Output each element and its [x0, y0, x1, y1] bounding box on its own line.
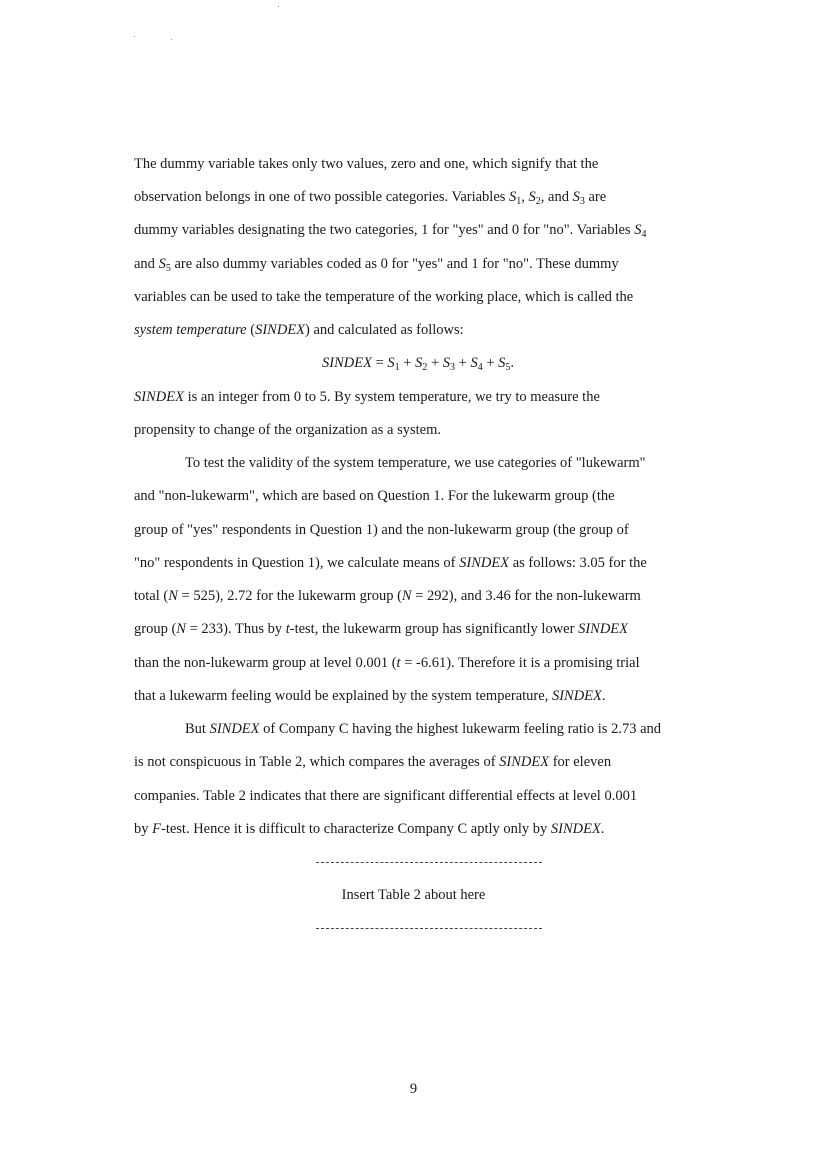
var-s5: S — [498, 355, 506, 371]
text: But — [185, 721, 206, 737]
text: is not conspicuous in Table 2, which compares the averages of — [134, 754, 496, 770]
var-n: N — [168, 588, 178, 604]
text: . — [600, 821, 605, 837]
var-t: t — [285, 621, 290, 637]
text: of Company C having the highest lukewarm feeling ratio is 2.73 and — [263, 721, 662, 737]
text: variables can be used to take the temperature of the working place, which is called the — [134, 289, 634, 305]
text: for eleven — [552, 754, 612, 770]
body-line — [134, 421, 441, 439]
text: + — [486, 355, 495, 371]
text: ( — [250, 322, 256, 338]
text: = 292), and 3.46 for the non-lukewarm — [415, 588, 641, 604]
term-sindex: SINDEX — [550, 821, 601, 837]
text: + — [403, 355, 412, 371]
formula-lhs: SINDEX — [322, 355, 372, 371]
subscript: 4 — [477, 362, 483, 373]
text: observation belongs in one of two possible categories. Variables — [134, 189, 506, 205]
text: -test. Hence it is difficult to characterize Company C aptly only by — [160, 821, 548, 837]
term-sindex: SINDEX — [578, 621, 629, 637]
var-s4: S — [634, 222, 642, 238]
text: than the non-lukewarm group at level 0.001 ( — [134, 655, 397, 671]
text: are — [588, 189, 607, 205]
var-s1: S — [387, 355, 395, 371]
body-line — [134, 787, 637, 805]
body-line — [134, 221, 646, 239]
subscript: 2 — [535, 196, 541, 207]
subscript: 5 — [505, 362, 511, 373]
body-line — [134, 587, 641, 605]
text: -test, the lukewarm group has significantly lower — [289, 621, 575, 637]
var-s1: S — [509, 189, 517, 205]
body-line — [134, 654, 640, 672]
term-sindex: SINDEX — [255, 322, 306, 338]
text: that a lukewarm feeling would be explained by the system temperature, — [134, 688, 549, 704]
body-line — [185, 454, 646, 472]
text: group of "yes" respondents in Question 1) and the non-lukewarm group (the group of — [134, 522, 629, 538]
table-placeholder-top-rule — [316, 862, 542, 863]
text: as follows: 3.05 for the — [512, 555, 647, 571]
text: dummy variables designating the two categories, 1 for "yes" and 0 for "no". Variables — [134, 222, 631, 238]
subscript: 1 — [394, 362, 400, 373]
text: The dummy variable takes only two values, zero and one, which signify that the — [134, 156, 599, 172]
var-s5: S — [158, 256, 166, 272]
text: + — [430, 355, 440, 371]
text: and calculated as follows: — [313, 322, 464, 338]
text: and — [134, 256, 155, 272]
formula — [322, 354, 514, 372]
subscript: 1 — [516, 196, 522, 207]
subscript: 3 — [579, 196, 585, 207]
text: , and — [540, 189, 569, 205]
term-sindex: SINDEX — [551, 688, 602, 704]
body-line — [134, 321, 464, 339]
text: . — [601, 688, 606, 704]
term-sindex: SINDEX — [499, 754, 550, 770]
var-f: F — [152, 821, 161, 837]
text: = 525), 2.72 for the lukewarm group ( — [181, 588, 402, 604]
scan-speck — [134, 36, 135, 37]
text: ) — [305, 322, 310, 338]
body-line: observation belongs in one of two possible categories. Variables $S_1$, $S_2$, and $S_3$ are — [134, 189, 607, 207]
text: total ( — [134, 588, 169, 604]
scan-speck — [278, 6, 279, 7]
body-line — [134, 487, 615, 505]
text: propensity to change of the organization as a system. — [134, 422, 441, 438]
var-n: N — [176, 621, 186, 637]
body-line — [134, 687, 606, 705]
text: and "non-lukewarm", which are based on Question 1. For the lukewarm group (the — [134, 488, 615, 504]
subscript: 5 — [165, 263, 171, 274]
term-sindex: SINDEX — [134, 389, 184, 405]
text: companies. Table 2 indicates that there are significant differential effects at level 0.001 — [134, 788, 638, 804]
body-line — [134, 288, 633, 306]
subscript: 3 — [450, 362, 455, 373]
term-sindex: SINDEX — [209, 721, 260, 737]
var-s2: S — [415, 355, 423, 371]
term-sindex: SINDEX — [459, 555, 510, 571]
body-line — [134, 620, 628, 638]
subscript: 4 — [641, 229, 647, 240]
term-system-temperature: system temperature — [134, 322, 247, 338]
text: To test the validity of the system temperature, we use categories of "lukewarm" — [185, 455, 646, 471]
body-line — [134, 155, 598, 173]
text: are also dummy variables coded as 0 for "yes" and 1 for "no". These dummy — [174, 256, 619, 272]
var-s4: S — [470, 355, 478, 371]
page-number: 9 — [409, 1081, 418, 1097]
body-line — [134, 388, 600, 406]
text: = -6.61). Therefore it is a promising trial — [404, 655, 640, 671]
var-n: N — [401, 588, 412, 604]
table-placeholder-text: Insert Table 2 about here — [341, 887, 486, 903]
scan-speck — [171, 39, 172, 40]
body-line — [134, 521, 629, 539]
table-placeholder-bottom-rule — [316, 928, 542, 929]
var-s3: S — [572, 189, 580, 205]
body-line — [134, 753, 611, 771]
text: is an integer from 0 to 5. By system temperature, we try to measure the — [187, 389, 600, 405]
text: = — [375, 355, 384, 371]
body-line — [134, 820, 604, 838]
body-line — [185, 720, 661, 738]
text: "no" respondents in Question 1), we calculate means of — [134, 555, 456, 571]
var-t: t — [396, 655, 401, 671]
body-line — [134, 554, 647, 572]
text: + — [458, 355, 467, 371]
text: by — [134, 821, 149, 837]
text: group ( — [134, 621, 177, 637]
var-s2: S — [528, 189, 536, 205]
text: = 233). Thus by — [189, 621, 283, 637]
text: . — [510, 355, 514, 371]
subscript: 2 — [422, 362, 428, 373]
var-s3: S — [442, 355, 450, 371]
body-line — [134, 255, 619, 273]
